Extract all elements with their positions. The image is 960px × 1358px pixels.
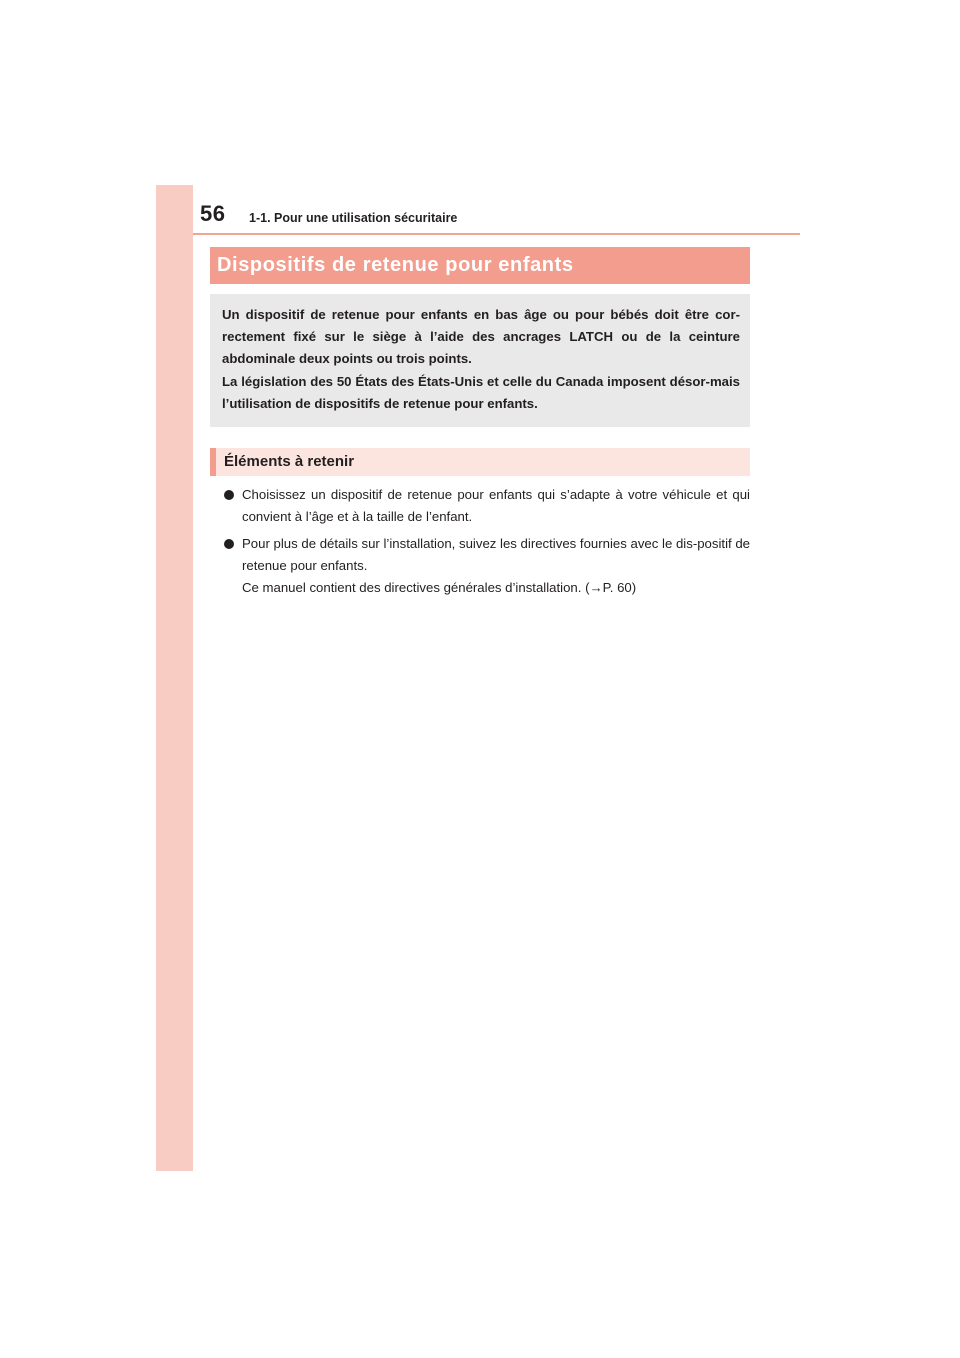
bullet-reference-text[interactable]: Ce manuel contient des directives générales d’installation. (→P. 60) <box>242 580 637 595</box>
subhead-accent <box>210 448 216 476</box>
chapter-side-tab <box>156 185 193 1171</box>
intro-box <box>210 294 750 427</box>
bullet-list <box>222 484 750 604</box>
list-item <box>222 533 750 599</box>
bullet-text: Pour plus de détails sur l’installation, suivez les directives fournies avec le dis-positif de retenue pour enfants. <box>242 536 750 573</box>
bullet-text: Choisissez un dispositif de retenue pour enfants qui s’adapte à votre véhicule et qui convient à l’âge et à la taille de l’enfant. <box>242 487 750 524</box>
page-number: 56 <box>200 201 226 226</box>
subhead-bar <box>210 448 750 476</box>
page-title: Dispositifs de retenue pour enfants <box>217 254 574 276</box>
bullet-icon <box>224 539 234 549</box>
subhead-title: Éléments à retenir <box>224 453 355 470</box>
header-divider <box>193 233 800 235</box>
title-bar <box>210 247 750 284</box>
section-title: 1-1. Pour une utilisation sécuritaire <box>249 211 458 225</box>
intro-paragraph-2: La législation des 50 États des États-Unis et celle du Canada imposent désor-mais l’utilisation de dispositifs de retenue pour enfants. <box>222 374 740 411</box>
list-item <box>222 484 750 528</box>
intro-paragraph-1: Un dispositif de retenue pour enfants en bas âge ou pour bébés doit être cor-rectement fixé sur le siège à l’aide des ancrages LATCH ou de la ceinture abdominale deux points ou trois points. <box>222 307 740 366</box>
bullet-icon <box>224 490 234 500</box>
